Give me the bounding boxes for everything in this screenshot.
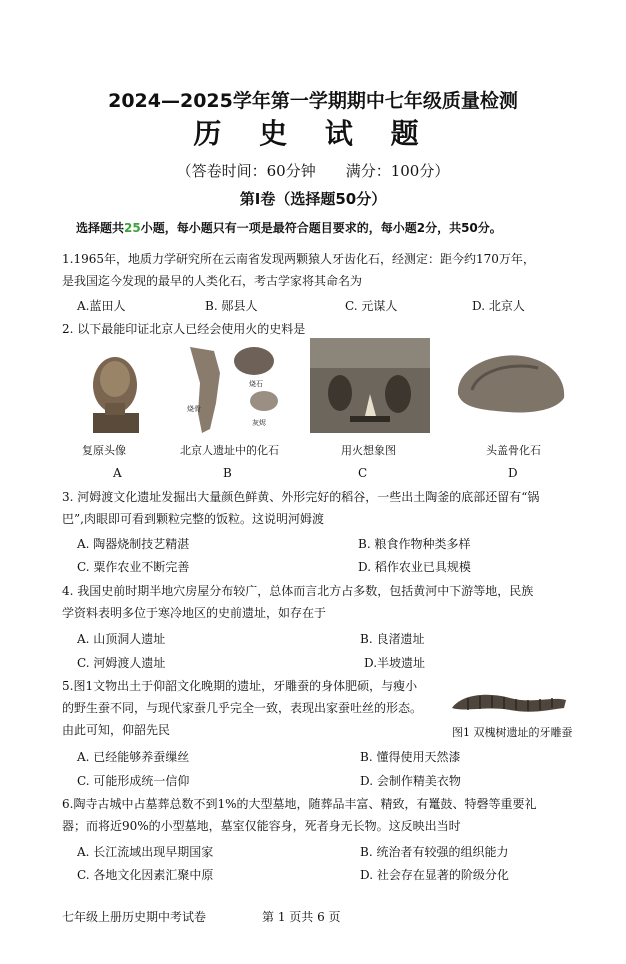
q1-line2: 是我国迄今发现的最早的人类化石，考古学家将其命名为 <box>62 274 363 288</box>
label-c: C <box>358 466 368 480</box>
q1-option-d: D. 北京人 <box>472 299 525 313</box>
intro-pre: 选择题共 <box>76 221 125 235</box>
caption-c: 用火想象图 <box>341 444 396 457</box>
q1-option-b: B. 郧县人 <box>205 299 258 313</box>
page-number: 第 1 页共 6 页 <box>262 910 341 924</box>
q6-option-a: A. 长江流域出现早期国家 <box>77 845 214 859</box>
q5-line2: 的野生蚕不同，与现代家蚕几乎完全一致，表现出家蚕吐丝的形态。 <box>62 701 423 715</box>
q6-line1: 6.陶寺古城中占墓葬总数不到1%的大型墓地，随葬品丰富、精致，有鼍鼓、特磬等重要礼 <box>62 797 537 811</box>
caption-b: 北京人遗址中的化石 <box>180 444 279 457</box>
subject-title: 历 史 试 题 <box>193 117 433 150</box>
q3-line1: 3. 河姆渡文化遗址发掘出大量颜色鲜黄、外形完好的稻谷，一些出土陶釜的底部还留有“锅 <box>62 490 540 504</box>
q5-option-a: A. 已经能够养蚕缫丝 <box>77 750 190 764</box>
label-a: A <box>113 466 122 480</box>
figure-1-caption: 图1 双槐树遗址的牙雕蚕 <box>452 726 573 739</box>
q5-line3: 由此可知，仰韶先民 <box>62 723 171 737</box>
fossil-label-ash: 灰烬 <box>252 419 266 427</box>
q5-option-d: D. 会制作精美衣物 <box>360 774 461 788</box>
reconstructed-head-image <box>75 345 155 435</box>
section-instructions <box>76 219 502 236</box>
caption-a: 复原头像 <box>82 444 126 457</box>
q3-line2: 巴”,肉眼即可看到颗粒完整的饭粒。这说明河姆渡 <box>62 512 324 526</box>
label-b: B <box>223 466 232 480</box>
question-2 <box>62 318 567 340</box>
question-3 <box>62 486 567 530</box>
q3-option-a: A. 陶器烧制技艺精湛 <box>77 537 190 551</box>
q4-line2: 学资料表明多位于寒冷地区的史前遗址，如存在于 <box>62 606 327 620</box>
q3-option-d: D. 稻作农业已具规模 <box>358 560 471 574</box>
skull-fossil-image <box>452 350 570 420</box>
question-5 <box>62 675 452 741</box>
intro-post: 小题，每小题只有一项是最符合题目要求的，每小题2分，共50分。 <box>140 221 502 235</box>
q6-option-b: B. 统治者有较强的组织能力 <box>360 845 509 859</box>
q6-option-c: C. 各地文化因素汇聚中原 <box>77 868 214 882</box>
q4-option-b: B. 良渚遗址 <box>360 632 425 646</box>
ivory-silkworm-image <box>448 688 570 716</box>
question-1 <box>62 248 567 292</box>
question-count: 25 <box>124 221 141 235</box>
q3-option-c: C. 粟作农业不断完善 <box>77 560 190 574</box>
caption-d: 头盖骨化石 <box>486 444 541 457</box>
q5-line1: 5.图1文物出土于仰韶文化晚期的遗址，牙雕蚕的身体肥硕，与瘦小 <box>62 679 418 693</box>
q4-option-d: D.半坡遗址 <box>364 656 426 670</box>
question-4 <box>62 580 567 624</box>
question-6 <box>62 793 567 837</box>
q6-line2: 器；而将近90%的小型墓地，墓室仅能容身，死者身无长物。这反映出当时 <box>62 819 461 833</box>
exam-title: 2024—2025学年第一学期期中七年级质量检测 <box>108 90 518 112</box>
q3-option-b: B. 粮食作物种类多样 <box>358 537 471 551</box>
q2-stem: 2. 以下最能印证北京人已经会使用火的史料是 <box>62 322 306 336</box>
q4-line1: 4. 我国史前时期半地穴房屋分布较广，总体而言北方占多数，包括黄河中下游等地，民族 <box>62 584 534 598</box>
q5-option-b: B. 懂得使用天然漆 <box>360 750 461 764</box>
q6-option-d: D. 社会存在显著的阶级分化 <box>360 868 509 882</box>
exam-info: （答卷时间：60分钟 满分：100分） <box>176 162 450 180</box>
q1-option-a: A.蓝田人 <box>77 299 126 313</box>
q1-line1: 1.1965年，地质力学研究所在云南省发现两颗猿人牙齿化石，经测定：距今约170万年， <box>62 252 535 266</box>
q1-option-c: C. 元谋人 <box>345 299 398 313</box>
fossil-label-burnt-stone: 烧石 <box>249 380 263 388</box>
fire-use-illustration <box>310 338 430 433</box>
fossil-label-burnt-bone: 烧骨 <box>187 405 201 413</box>
q4-option-a: A. 山顶洞人遗址 <box>77 632 166 646</box>
label-d: D <box>508 466 518 480</box>
q5-option-c: C. 可能形成统一信仰 <box>77 774 190 788</box>
footer-exam-name: 七年级上册历史期中考试卷 <box>62 910 207 924</box>
section-title: 第Ⅰ卷（选择题50分） <box>239 190 387 208</box>
q4-option-c: C. 河姆渡人遗址 <box>77 656 166 670</box>
